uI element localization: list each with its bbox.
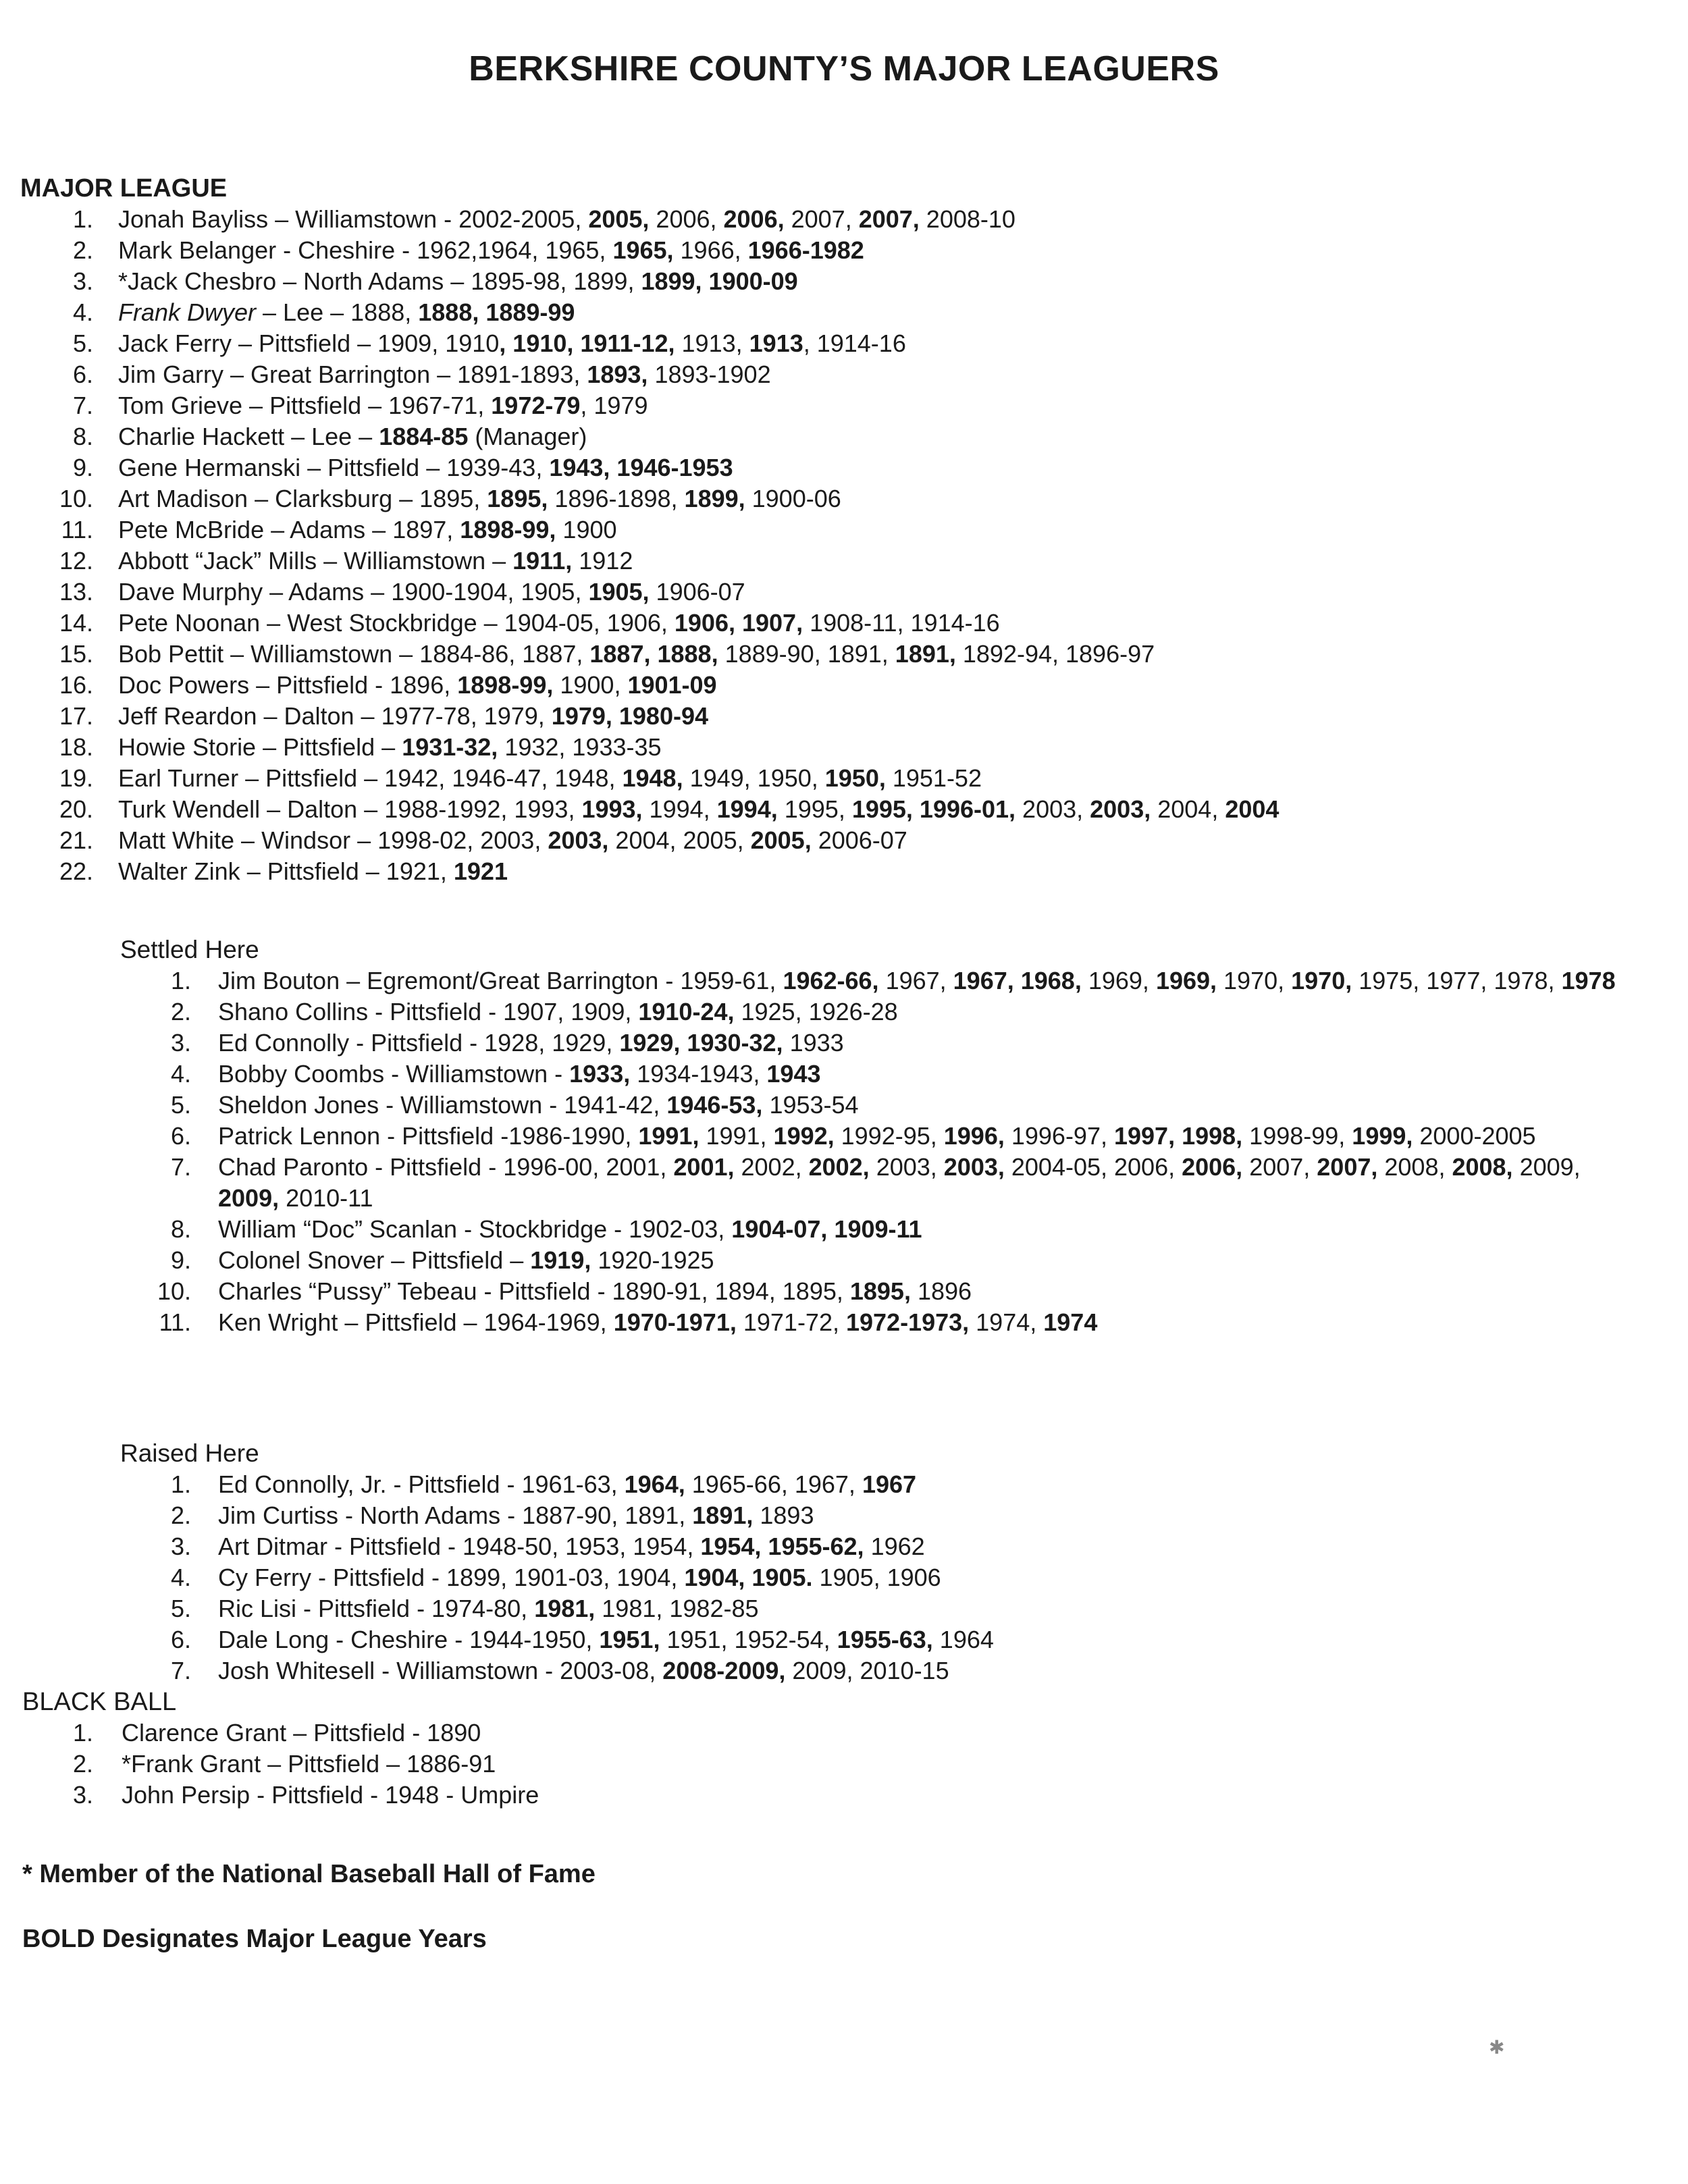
list-item-text: Howie Storie – Pittsfield – 1931-32, 1932, 1933-35: [118, 733, 662, 761]
list-item-text: Bobby Coombs - Williamstown - 1933, 1934-1943, 1943: [218, 1060, 821, 1088]
list-item: [0, 1090, 1623, 1121]
list-item-text: Ken Wright – Pittsfield – 1964-1969, 1970-1971, 1971-72, 1972-1973, 1974, 1974: [218, 1308, 1098, 1336]
list-item-number: 12.: [59, 547, 93, 575]
list-item-text: Shano Collins - Pittsfield - 1907, 1909, 1910-24, 1925, 1926-28: [218, 998, 898, 1026]
list-item: [0, 545, 1634, 577]
list-item: [0, 235, 1634, 266]
list-item: [0, 1245, 1623, 1276]
list-item-text: Mark Belanger - Cheshire - 1962,1964, 1965, 1965, 1966, 1966-1982: [118, 236, 864, 264]
list-item-number: 15.: [59, 640, 93, 668]
list-item-number: 10.: [59, 485, 93, 512]
list-item: [0, 483, 1634, 514]
list-item-text: Earl Turner – Pittsfield – 1942, 1946-47, 1948, 1948, 1949, 1950, 1950, 1951-52: [118, 764, 982, 792]
list-item: [0, 204, 1634, 235]
raised-here-heading: Raised Here: [120, 1439, 259, 1467]
list-item-text: Ed Connolly - Pittsfield - 1928, 1929, 1929, 1930-32, 1933: [218, 1029, 844, 1057]
list-item-number: 11.: [61, 516, 93, 543]
list-item-number: 18.: [59, 733, 93, 761]
list-item-number: 4.: [72, 298, 93, 326]
hall-of-fame-note: * Member of the National Baseball Hall of Fame: [22, 1860, 596, 1888]
list-item: [0, 390, 1634, 421]
list-item-text: Art Madison – Clarksburg – 1895, 1895, 1896-1898, 1899, 1900-06: [118, 485, 841, 512]
list-item-text: Art Ditmar - Pittsfield - 1948-50, 1953, 1954, 1954, 1955-62, 1962: [218, 1533, 925, 1560]
major-league-list: [0, 204, 1634, 887]
list-item-text: *Jack Chesbro – North Adams – 1895-98, 1899, 1899, 1900-09: [118, 267, 798, 295]
list-item: [0, 1624, 1623, 1655]
major-league-heading: MAJOR LEAGUE: [20, 174, 228, 203]
list-item: [0, 266, 1634, 297]
list-item-number: 5.: [170, 1091, 191, 1119]
list-item-number: 9.: [72, 454, 93, 481]
bold-legend-note: BOLD Designates Major League Years: [22, 1925, 487, 1953]
list-item-number: 22.: [59, 857, 93, 885]
list-item-text: Jack Ferry – Pittsfield – 1909, 1910, 1910, 1911-12, 1913, 1913, 1914-16: [118, 329, 906, 357]
list-item: [0, 732, 1634, 763]
list-item-text: Charlie Hackett – Lee – 1884-85 (Manager): [118, 423, 587, 450]
list-item: [0, 1276, 1623, 1307]
list-item-text: Jim Garry – Great Barrington – 1891-1893, 1893, 1893-1902: [118, 361, 771, 388]
list-item: [0, 1307, 1623, 1338]
list-item-text: Charles “Pussy” Tebeau - Pittsfield - 1890-91, 1894, 1895, 1895, 1896: [218, 1277, 972, 1305]
list-item-text: Dave Murphy – Adams – 1900-1904, 1905, 1905, 1906-07: [118, 578, 745, 606]
list-item-number: 2.: [170, 998, 191, 1026]
list-item-text: Gene Hermanski – Pittsfield – 1939-43, 1943, 1946-1953: [118, 454, 733, 481]
page-title: BERKSHIRE COUNTY’S MAJOR LEAGUERS: [469, 49, 1219, 88]
list-item-number: 1.: [72, 1719, 93, 1747]
list-item: [0, 1028, 1623, 1059]
list-item-text: Sheldon Jones - Williamstown - 1941-42, 1946-53, 1953-54: [218, 1091, 859, 1119]
list-item-text: Abbott “Jack” Mills – Williamstown – 1911, 1912: [118, 547, 633, 575]
list-item-number: 14.: [59, 609, 93, 637]
list-item-number: 4.: [170, 1564, 191, 1591]
list-item-number: 5.: [170, 1595, 191, 1622]
list-item: [0, 577, 1634, 608]
list-item-number: 3.: [170, 1533, 191, 1560]
list-item: [0, 1562, 1623, 1593]
list-item-number: 1.: [72, 205, 93, 233]
list-item-number: 19.: [59, 764, 93, 792]
list-item-number: 4.: [170, 1060, 191, 1088]
list-item: [0, 1121, 1623, 1152]
list-item-number: 8.: [170, 1215, 191, 1243]
settled-here-heading: Settled Here: [120, 936, 259, 963]
list-item-text: Bob Pettit – Williamstown – 1884-86, 1887, 1887, 1888, 1889-90, 1891, 1891, 1892-94, 1896-97: [118, 640, 1155, 668]
list-item-text: Ric Lisi - Pittsfield - 1974-80, 1981, 1981, 1982-85: [218, 1595, 759, 1622]
list-item: [0, 1717, 1607, 1749]
list-item-text: Tom Grieve – Pittsfield – 1967-71, 1972-79, 1979: [118, 392, 648, 419]
list-item: [0, 1469, 1623, 1500]
list-item-text: Clarence Grant – Pittsfield - 1890: [122, 1719, 481, 1747]
list-item: [0, 794, 1634, 825]
list-item-text: Cy Ferry - Pittsfield - 1899, 1901-03, 1904, 1904, 1905. 1905, 1906: [218, 1564, 941, 1591]
list-item-number: 3.: [72, 267, 93, 295]
list-item-text: Dale Long - Cheshire - 1944-1950, 1951, 1951, 1952-54, 1955-63, 1964: [218, 1626, 994, 1653]
list-item-number: 13.: [59, 578, 93, 606]
list-item-text: William “Doc” Scanlan - Stockbridge - 1902-03, 1904-07, 1909-11: [218, 1215, 922, 1243]
list-item: [0, 965, 1623, 996]
list-item-number: 8.: [72, 423, 93, 450]
list-item-number: 2.: [72, 1750, 93, 1778]
list-item-number: 9.: [170, 1246, 191, 1274]
list-item: [0, 670, 1634, 701]
list-item-text: Jonah Bayliss – Williamstown - 2002-2005, 2005, 2006, 2006, 2007, 2007, 2008-10: [118, 205, 1016, 233]
list-item-text: Jeff Reardon – Dalton – 1977-78, 1979, 1979, 1980-94: [118, 702, 709, 730]
list-item: [0, 1655, 1623, 1686]
list-item: [0, 996, 1623, 1028]
list-item-number: 3.: [170, 1029, 191, 1057]
list-item-text: Frank Dwyer – Lee – 1888, 1888, 1889-99: [118, 298, 575, 326]
list-item-number: 7.: [170, 1153, 191, 1181]
list-item-number: 10.: [157, 1277, 191, 1305]
black-ball-heading: BLACK BALL: [22, 1688, 177, 1716]
list-item-number: 21.: [59, 826, 93, 854]
list-item: [0, 1531, 1623, 1562]
list-item: [0, 297, 1634, 328]
list-item-text: Jim Bouton – Egremont/Great Barrington - 1959-61, 1962-66, 1967, 1967, 1968, 1969, 1969, 1970, 1970, 1975, 1977, 1978, 1978: [218, 967, 1616, 994]
list-item-number: 7.: [72, 392, 93, 419]
list-item-number: 3.: [72, 1781, 93, 1809]
list-item-text: Patrick Lennon - Pittsfield -1986-1990, 1991, 1991, 1992, 1992-95, 1996, 1996-97, 1997, 1998, 1998-99, 1999, 2000-2005: [218, 1122, 1536, 1150]
list-item: [0, 1152, 1623, 1214]
list-item: [0, 701, 1634, 732]
list-item-number: 1.: [170, 1470, 191, 1498]
list-item-text: John Persip - Pittsfield - 1948 - Umpire: [122, 1781, 539, 1809]
list-item-number: 5.: [72, 329, 93, 357]
list-item: [0, 1214, 1623, 1245]
list-item-text: Ed Connolly, Jr. - Pittsfield - 1961-63, 1964, 1965-66, 1967, 1967: [218, 1470, 917, 1498]
list-item: [0, 421, 1634, 452]
raised-here-list: [0, 1469, 1634, 1686]
list-item: [0, 1780, 1607, 1811]
list-item-number: 6.: [72, 361, 93, 388]
list-item-number: 16.: [59, 671, 93, 699]
list-item: [0, 359, 1634, 390]
settled-here-list: [0, 965, 1634, 1338]
list-item-number: 6.: [170, 1122, 191, 1150]
list-item: [0, 452, 1634, 483]
list-item: [0, 1500, 1623, 1531]
list-item-text: Josh Whitesell - Williamstown - 2003-08, 2008-2009, 2009, 2010-15: [218, 1657, 949, 1684]
list-item-text: Doc Powers – Pittsfield - 1896, 1898-99, 1900, 1901-09: [118, 671, 717, 699]
list-item-number: 17.: [59, 702, 93, 730]
list-item-number: 7.: [170, 1657, 191, 1684]
black-ball-list: [0, 1717, 1634, 1811]
list-item-number: 2.: [72, 236, 93, 264]
list-item-text: Matt White – Windsor – 1998-02, 2003, 2003, 2004, 2005, 2005, 2006-07: [118, 826, 907, 854]
list-item: [0, 1593, 1623, 1624]
list-item: [0, 825, 1634, 856]
list-item-text: Colonel Snover – Pittsfield – 1919, 1920-1925: [218, 1246, 714, 1274]
list-item-text: Walter Zink – Pittsfield – 1921, 1921: [118, 857, 508, 885]
list-item: [0, 1059, 1623, 1090]
list-item: [0, 763, 1634, 794]
list-item-text: Turk Wendell – Dalton – 1988-1992, 1993, 1993, 1994, 1994, 1995, 1995, 1996-01, 2003, 2003, 2004, 2004: [118, 795, 1280, 823]
list-item-text: Pete McBride – Adams – 1897, 1898-99, 1900: [118, 516, 617, 543]
scan-mark: ✱: [1489, 2037, 1505, 2058]
list-item: [0, 1749, 1607, 1780]
list-item: [0, 639, 1634, 670]
list-item: [0, 328, 1634, 359]
list-item-number: 6.: [170, 1626, 191, 1653]
list-item-number: 20.: [59, 795, 93, 823]
list-item-number: 1.: [170, 967, 191, 994]
list-item: [0, 514, 1634, 545]
list-item-number: 2.: [170, 1501, 191, 1529]
list-item: [0, 856, 1634, 887]
list-item-text: Jim Curtiss - North Adams - 1887-90, 1891, 1891, 1893: [218, 1501, 814, 1529]
list-item-text: Chad Paronto - Pittsfield - 1996-00, 2001, 2001, 2002, 2002, 2003, 2003, 2004-05, 2006, 2006, 2007, 2007, 2008, 2008, 2009, 2009, 2010-11: [218, 1153, 1581, 1212]
list-item-text: *Frank Grant – Pittsfield – 1886-91: [122, 1750, 496, 1778]
list-item: [0, 608, 1634, 639]
list-item-number: 11.: [159, 1308, 191, 1336]
list-item-text: Pete Noonan – West Stockbridge – 1904-05, 1906, 1906, 1907, 1908-11, 1914-16: [118, 609, 1000, 637]
